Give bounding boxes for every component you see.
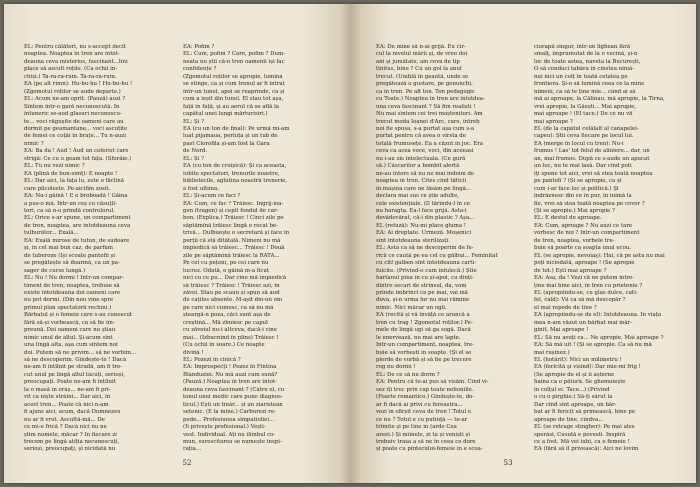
- text-line: cut unul pe lîngă altul tăcuți, serioși,: [24, 371, 125, 378]
- left-page-number: 52: [182, 459, 192, 467]
- text-line: mai aproape ?: [534, 118, 573, 125]
- text-line: un loc, nu te mai lasă. Dar cînd poti: [534, 163, 632, 170]
- text-line: Nu mai sîntem cei trei moștenitori. Am: [376, 111, 483, 118]
- text-line: nui nici un colț în toată cetatea pe: [534, 73, 628, 80]
- text-line: tulburător... Exală...: [24, 230, 79, 237]
- text-line: ceva ca acea voce, voci, din aceeasi: [376, 148, 474, 155]
- text-line: EA: Asa, da ! Vezi că ne putem între-: [534, 275, 635, 282]
- text-line: EL: Pentru călători, nu s-accept decît: [24, 44, 126, 50]
- text-line: o cu o pîrghie.) Să-ți sărut la: [534, 394, 613, 401]
- text-line: luat pijamaua, periuța și un tub de: [183, 133, 278, 140]
- text-line: în colțul ei. Tace...) (Privind: [534, 386, 610, 393]
- text-line: EA: Pofim ?: [183, 44, 215, 50]
- text-line: zile pe săptămînă trăiesc la RATA...: [183, 252, 280, 259]
- text-line: preună. Doi oameni care nu știau: [24, 327, 116, 334]
- right-page-number: 53: [503, 459, 513, 467]
- text-line: mă ai aproape, la Călinau, mă apropie, la Tîrna,: [534, 96, 665, 103]
- text-line: trecem pe lîngă atîția necunoscuți,: [24, 439, 120, 446]
- text-line: ce nu ? Totul e cu putință — te-ar: [376, 416, 468, 423]
- text-line: cul la nivelul mării și, de vreo doi: [376, 51, 468, 58]
- text-line: divină !: [183, 349, 204, 356]
- text-line: neata nu știi că-n tren oamenii își fac: [183, 58, 285, 65]
- text-line: ce a fost. Mă vei iubi, ca o femeie !: [534, 439, 630, 446]
- text-line: ciorapii singur, într-un lighean fără: [534, 44, 631, 50]
- text-line: capeu): Știi ceva fiecare pe locul lui.: [534, 133, 634, 140]
- text-line: Bărbatul și o femeie care s-au cunoscut: [24, 312, 133, 319]
- text-line: Sîntem într-o gară necunoscută. În: [24, 103, 120, 110]
- text-line: mai... (Izbucnind în plîns) Trăiesc !: [183, 334, 279, 341]
- right-page-column-1: [376, 44, 524, 454]
- text-line: EA: Exală mirose de tutun, de sudoare: [24, 237, 130, 244]
- text-line: fie, vrei să stea toată noaptea pe covor ?: [534, 200, 645, 207]
- text-line: nimic ?: [24, 140, 44, 147]
- text-line: EL: Și ?: [183, 155, 205, 162]
- text-line: fel, cald): Vii ca să mă descopăr ?: [534, 297, 626, 304]
- text-line: pe care nici cumosc, ca să nu mă: [183, 304, 274, 311]
- text-line: setenic. (E la mine.) Carburezi re-: [183, 409, 276, 416]
- text-line: ar fi dacă ai privi cu fereastra...: [376, 401, 463, 408]
- text-line: vezi în sfîrșit ceva de tren ! Totul e: [376, 409, 472, 416]
- text-line: Pe cei cu pețeni, pe cei care nu: [183, 260, 269, 267]
- text-line: întuneric se-aud glasuri necunoscu-: [24, 111, 122, 118]
- text-line: sager de curse lungă.): [24, 267, 86, 274]
- text-line: EA (pe alt rimn): Hu-bu-hu ! Hu-bu-hu !: [24, 81, 133, 88]
- text-line: EA (cu ton de croișică): Și ca aceasta,: [183, 163, 287, 170]
- text-line: EL: Cum, pofim ? Care, pofim ? Dum-: [183, 51, 285, 58]
- text-line: el mai repede de tine ?: [534, 304, 597, 311]
- text-line: an, mai frumos. După ce s-aude un apucat: [534, 155, 650, 162]
- text-line: (Și se apropie.) Mai apropie ?: [534, 207, 615, 214]
- text-line: fără să-și vorbească, ca să fie îm-: [24, 319, 115, 326]
- text-line: pede... Profesiunea simpatioliei...: [183, 416, 275, 423]
- text-line: EL (se apropie, nevoiaș): Hai, că pe asta nu mai: [534, 252, 665, 259]
- text-line: purtat pentru că avea o vîrsta de: [376, 133, 466, 140]
- text-line: gen (tragen) și cepit fondul de car-: [183, 207, 279, 214]
- text-line: EA: Nu-i găină ! E o broboadă ! Găina: [24, 193, 128, 200]
- text-line: care pîlcoleste. Pe-aicifim zosit.: [24, 185, 111, 192]
- text-line: trebuiv trasa a să ne în ceea ce dore: [376, 439, 476, 446]
- right-page-column-2: [534, 44, 682, 454]
- text-line: tinitus, bine ? Cu un gol la anul: [376, 66, 462, 73]
- text-line: EL: Tu nu vezi nimic ?: [24, 163, 85, 170]
- text-line: EL (se retrage stingher): Pe mai ales: [534, 424, 635, 431]
- text-line: EL: Nu ! Nu dormi ! Într-un compar-: [24, 275, 124, 282]
- text-line: tren cu trag ! Zgomotul roților.) Pe-: [376, 319, 473, 326]
- text-line: față în față, și au aerul că se află la: [183, 103, 280, 110]
- text-line: a fost ultima.: [183, 185, 219, 192]
- text-line: să.) Căscarilor a bombit alertă: [376, 163, 460, 170]
- text-line: bat ar fi fericit să primească, bine pe: [534, 409, 636, 416]
- text-line: hartanul pîna în cu și-apoi, cu dinți-: [376, 275, 474, 282]
- text-line: loc de toate astea, naveta la București,: [534, 58, 641, 65]
- text-line: Dar cînd sînt aproape, un băr-: [534, 401, 617, 408]
- text-line: a pus-o mă. Într-un ceș cu căsuțli-: [24, 200, 117, 207]
- text-line: mele de lingă ugi să ga sogă. Dacă: [376, 327, 471, 334]
- text-line: șteargă-n poza, căci sunt așa de: [183, 312, 271, 319]
- text-line: sez îți trec prin cap toate nebuniile.: [376, 386, 474, 393]
- text-line: ca în tren. Pe alt ton. Ton pedagogic: [376, 88, 475, 95]
- text-line: trivă... Dulbuește o secretară și face în: [183, 230, 290, 237]
- text-line: ticul.) Ești un tînăr... și un ziaristean: [183, 401, 283, 408]
- text-line: EA (plină de bun-simț): E noapte !: [24, 170, 118, 177]
- text-line: EL: Și ?: [183, 118, 205, 125]
- text-line: vrei apropie, la Găești... Mai apropie,: [534, 103, 637, 110]
- text-line: nu haragta. Ea-l face grijă. Asta-i: [376, 207, 467, 214]
- text-line: și poate cu pîntecului-femeie în e scoa-: [376, 446, 483, 453]
- text-line: creștină... Mă zbuiesc pe capul: [183, 319, 268, 326]
- text-line: noaptea în tren. Cîtes cind tăticii: [376, 178, 467, 185]
- text-line: ricii ce caută pe ea cel cu gălbui... Feminitat: [376, 252, 498, 259]
- text-line: Într-un compartiment, noaptea, tre-: [376, 342, 474, 349]
- text-line: mea n-am văzut un bărbat mai măr-: [534, 319, 632, 326]
- text-line: EA: Ba da ! Aud ! Aud un ceferist care: [24, 148, 129, 155]
- text-line: trecut. (Umblă în geantă, unde se: [376, 73, 469, 80]
- text-line: EA: Cum, ce fac ? Trăiesc. Îngrij-ioa-: [183, 200, 284, 207]
- text-line: EL: Asta ca să ne descoperim de fe-: [376, 245, 474, 252]
- text-line: smalț, împrumutat de la o vecină, și-n: [534, 51, 638, 58]
- text-line: știm numele, măcar ? În fiecare zi: [24, 431, 117, 438]
- text-line: EA (fără să îl privească): Aici ne lovim: [534, 446, 639, 453]
- text-line: în mașina care ne lăsăm pe lîngă...: [376, 185, 472, 192]
- text-line: fi ajuns aici, acum, dacă Dumnezeu: [24, 409, 121, 416]
- text-line: EL (hotărît): Nici un milimetru !: [534, 357, 622, 364]
- text-line: vest. Individual. Ați nu ilimbul co-: [183, 431, 276, 438]
- text-line: EA (merge în locul cu tren): Nu-i: [534, 140, 624, 147]
- text-line: de tot.) Ești mai aproape ?: [534, 267, 607, 274]
- text-line: acest tren... Poate că nici n-am: [24, 401, 109, 408]
- text-line: dintre secari de strînsul, da, vom: [376, 282, 467, 289]
- right-page: [350, 4, 696, 483]
- text-line: cum a ieșit din tunel. El stau tot așa,: [183, 96, 284, 103]
- text-line: ține mai bine aici, în tren cu prietenie ?: [534, 282, 643, 289]
- left-page-columns: [24, 44, 332, 454]
- text-line: noi fie spusa, s-a purtat așa cum s-a: [376, 125, 475, 132]
- text-line: una lîngă alta, așa cum sîntem noi: [24, 342, 118, 349]
- text-line: place să ascult roțile. (Ca ochii în-: [24, 66, 118, 73]
- text-line: îndrăznesc din ce în pur, în inimă la: [534, 193, 632, 200]
- text-line: EA (recită și vă învăță ce aruncă a: [376, 312, 470, 319]
- text-line: împiedică să trăiesc... Trăiesc ! Două: [183, 245, 285, 252]
- text-line: EL (de la capătul celălalt al canapelei-: [534, 125, 639, 132]
- text-line: nimic. Nici măcar un ogli.: [376, 304, 447, 311]
- text-line: fuicite. (Privind-o cum înfulecă.) Știe: [376, 267, 477, 274]
- text-line: EL: E destul de aproape.: [534, 215, 602, 222]
- text-line: de Nord.: [183, 148, 208, 155]
- text-line: bibliotecile, aglutina noastră trenerie,: [183, 178, 288, 185]
- text-line: rog nu dormi !: [376, 364, 416, 371]
- text-line: una ceva fascinant ? Să fim realiști !: [376, 103, 476, 110]
- text-line: EL: Dar aici, la fața lu, este o făclină: [24, 178, 124, 185]
- text-line: haina ca o pătură. Se ghemuiește: [534, 379, 626, 386]
- text-line: noaptea. Noaptea în tren are întot-: [24, 51, 120, 58]
- text-line: de tuberoze (Își scoate pantofii și: [24, 252, 116, 259]
- text-line: cum i-ar face loc și politică.) Și: [534, 185, 619, 192]
- text-line: primul plan spectatorii rechini.): [24, 304, 112, 311]
- text-line: buie să vorbești în soapte. (Și el se: [376, 349, 472, 356]
- text-line: nu i-au zis întelectuala. (Ce gură: [376, 155, 466, 162]
- text-line: confidențe ?: [183, 66, 217, 73]
- text-line: vorbesc de noi ? Într-un compartiment: [534, 230, 640, 237]
- text-line: lucrez. Odată, o găină m-a ficut: [183, 267, 270, 274]
- text-line: EL: Și-acum ce faci ?: [183, 193, 241, 200]
- text-line: EA: Cum, aproape ? Nu auzi ce tare: [534, 222, 633, 229]
- text-line: sperăsi, Cusută e povesti. Inspiră: [534, 431, 626, 438]
- text-line: Blanduziei. Nu mă auzi cum sună?: [183, 371, 278, 378]
- text-line: existe întotdeauna doi oameni care: [24, 289, 121, 296]
- text-line: totală frumusețe. Ea a căzut în joc. Era: [376, 140, 484, 147]
- left-page: [4, 4, 350, 483]
- text-line: (Foarte romantico.) Gîndește-te, do-: [376, 394, 475, 401]
- text-line: cele existențiale. (Îl tărîndu-l în ce: [376, 200, 470, 207]
- text-line: nu pot dormi. (Din nou vine spre: [24, 297, 114, 304]
- text-line: EL (refuză): Nu-mi place gluma !: [376, 222, 466, 229]
- text-line: prinde îmbrînci ca pe mai, vai mă: [376, 289, 468, 296]
- text-line: EL: Pozezi în cinică ?: [183, 357, 241, 364]
- text-line: săptămînă trăiesc lîngă o rocat be-: [183, 222, 279, 229]
- text-line: nu ar fi vrut. Ascultă-mă... De: [24, 416, 105, 423]
- text-line: se stinge, ca și cum trenul ar fi intrat: [183, 81, 285, 88]
- text-line: tonul unei medic care pune diagnos-: [183, 394, 283, 401]
- text-line: tori, ca să n-o prindă controlorul.: [24, 207, 115, 214]
- text-line: de cațiles absente. M-așit dm-un om: [183, 297, 283, 304]
- left-page-column-2: [183, 44, 332, 454]
- text-line: EA: De mine să n-ai grijă. Eu cir-: [376, 44, 466, 50]
- text-line: past Clorofila și-am fost la Gara: [183, 140, 270, 147]
- text-line: trimite și pe tine în (arde Cea: [376, 424, 457, 431]
- text-line: într-un tunel, apoi se reaprinde, ca și: [183, 88, 285, 95]
- left-page-column-1: [24, 44, 173, 454]
- text-line: ne-am fi întîlnit pe stradă, am fi tre-: [24, 364, 122, 371]
- text-line: buie să poarte ca șoapta unui ecou.: [534, 245, 632, 252]
- text-line: devădevărat, că-i din plastic ? Așa...: [376, 215, 475, 222]
- text-line: ginit. Mai aproape !: [534, 327, 589, 334]
- text-line: le enervează, nu mai are lapte.: [376, 334, 461, 341]
- text-line: (Cu ochii în soare.) Ce noapte: [183, 342, 265, 349]
- text-line: EL: De ce să nu dorm ?: [376, 371, 440, 378]
- text-line: EA: Ai dreptate. Urmeză. Moșenici: [376, 230, 472, 237]
- text-line: (Se apropie de el și îi așterne: [534, 371, 615, 378]
- text-line: mai rușinez.): [534, 349, 570, 356]
- text-line: EL: Să nu aveți ca... Ne apropie. Mai aproape ?: [534, 334, 664, 341]
- text-line: EA (cu un ton de final): Pe urmă mi-am: [183, 125, 290, 132]
- text-line: timent de tren, noaptea, trebuie să: [24, 282, 120, 289]
- text-line: chiși.) Ta-ra-ra-rum. Ta-ra-ra-rum.: [24, 73, 117, 80]
- text-line: la o masă în oraș... ne-am fi pri-: [24, 386, 111, 393]
- text-line: nici cu ce pu... Dar cine mă împiedică: [183, 275, 287, 282]
- text-line: deauna ceva fascinant ? (Către el, cu: [183, 386, 285, 393]
- text-line: îți spune tot aici, vrei să stea toată noaptea: [534, 170, 653, 177]
- text-line: de femei ce coțăi în brațe... Tu n-auzi: [24, 133, 126, 140]
- text-line: serioși, preocupați, și nicidată nu: [24, 446, 116, 453]
- text-line: aproape de tine, cîndva...: [534, 416, 604, 423]
- text-line: frontiera. Și-o să lumină ceea ce la mine: [534, 81, 645, 88]
- text-line: preocupați. Poate ne-am fi întîlnit: [24, 379, 116, 386]
- text-line: se pregătește să doarmă, ca un pa-: [24, 260, 120, 267]
- text-line: nimic unul de altul. Și-acum sînt: [24, 334, 113, 341]
- text-line: sînt întotdeauna sterilizați.: [376, 237, 450, 244]
- text-line: trecut moda Ioanei d'Arc, care, întreb: [376, 118, 480, 125]
- text-line: frumos ! Las' tot felul de aliniere... dar, un: [534, 148, 650, 155]
- text-line: capătul unei lungi mărturisiri.): [183, 111, 268, 118]
- text-line: nimeni, ca să te ține mie... când ai să: [534, 88, 636, 95]
- text-line: EA (fericită și visînd): Dar mie-mi frig !: [534, 364, 641, 371]
- text-line: pierde de vorbă și să fie pe trecere: [376, 357, 472, 364]
- text-line: perții că stă ditătală. Nimeni nu mă: [183, 237, 281, 244]
- text-line: să trăiesc ? Trăiesc ! Trăiesc azi, în: [183, 282, 280, 289]
- text-line: declara mai sus ce știe adulte,: [376, 193, 459, 200]
- text-line: mai aproape ! (El tace.) De ce nu vii: [534, 111, 633, 118]
- text-line: ani și jumătate, am ceva de tip: [376, 58, 460, 65]
- book-spread: [4, 4, 696, 483]
- text-line: (Zgomotul roților se apropie, lumina: [183, 73, 283, 80]
- text-line: și, în cel mai bun caz, de parfum: [24, 245, 114, 252]
- text-line: pe pantofi ? (Și se apropie, ca și: [534, 178, 622, 185]
- text-line: O să conduci tabăra în cinstea nimă-: [534, 66, 635, 73]
- text-line: să ne descoperim. Gîndește-te ! Dacă: [24, 357, 127, 364]
- text-line: cu cîtf galben sînt întotdeauna carti-: [376, 260, 476, 267]
- text-line: dormit pe geamantane... voci ascuțite: [24, 125, 128, 132]
- text-line: bon. (Explica.) Trăiesc ! Cinci zile pe: [183, 215, 284, 222]
- text-line: EA: Să mă uit ! (Și se apropie. Ca să nu mă: [534, 342, 652, 349]
- text-line: rația...: [183, 446, 202, 453]
- text-line: deauna ceva misterios, fascinant...Îmi: [24, 58, 128, 65]
- text-line: vit ca niște străini... Dar aici, în: [24, 394, 111, 401]
- text-line: te... voci răgușite de oameni care au: [24, 118, 124, 125]
- text-line: mun, surescitarea se numește inspi-: [183, 439, 282, 446]
- text-line: iubito spectatori, trenurile noastre,: [183, 170, 280, 177]
- text-line: (Zgomotul roților se aude departe.): [24, 88, 121, 95]
- text-line: ce mi-e frică ? Dacă nici nu ne: [24, 424, 107, 431]
- text-line: poți niciodată, aproape ! (Se apropie: [534, 260, 635, 267]
- text-line: EA: Pentru că te-ai pus să visăm. Cînd vi-: [376, 379, 489, 386]
- text-line: EA: Împrospecți ! Pozez în Fîntina: [183, 364, 277, 371]
- text-line: EL: Orice s-ar spune, un compartiment: [24, 215, 131, 222]
- text-line: de tren, noaptea, are întotdeauna ceva: [24, 222, 131, 229]
- text-line: pregătează o gustare, pe genunchi,: [376, 81, 473, 88]
- text-line: ne-au întors să nu ne mai îndoim de: [376, 170, 475, 177]
- text-line: EA (apropiindu-se de el): Întotdeauna. În viața: [534, 312, 662, 319]
- text-line: strigă: Ce cu o geam tot fața. (Sforăie.): [24, 155, 132, 162]
- text-line: areei.) Și mîinele, zi ta și veniști și: [376, 431, 470, 438]
- right-page-columns: [376, 44, 682, 454]
- text-line: EL: Acum ne-am oprit. (Pauză) auzi ?: [24, 96, 126, 103]
- text-line: cu zăvoiul nu-i altceva, dacă-i cine: [183, 327, 277, 334]
- text-line: doi. Putem să ne privim... să ne vorbim...: [24, 349, 137, 356]
- text-line: zăvoi. Stau pe scaun și spun să aud: [183, 289, 280, 296]
- text-line: EL (apropiindu-se, cu glas dulce, cati-: [534, 289, 638, 296]
- text-line: de tren, noaptea, vorbele tre-: [534, 237, 615, 244]
- text-line: duva, și-n urma lor nu mai rămîne: [376, 297, 470, 304]
- text-line: (Pauză.) Noaptea în tren are întot-: [183, 379, 277, 386]
- text-line: (Îi privește profesional.) Vești-: [183, 424, 266, 431]
- text-line: cu Toate.) Noaptea în tren are întotdea-: [376, 96, 485, 103]
